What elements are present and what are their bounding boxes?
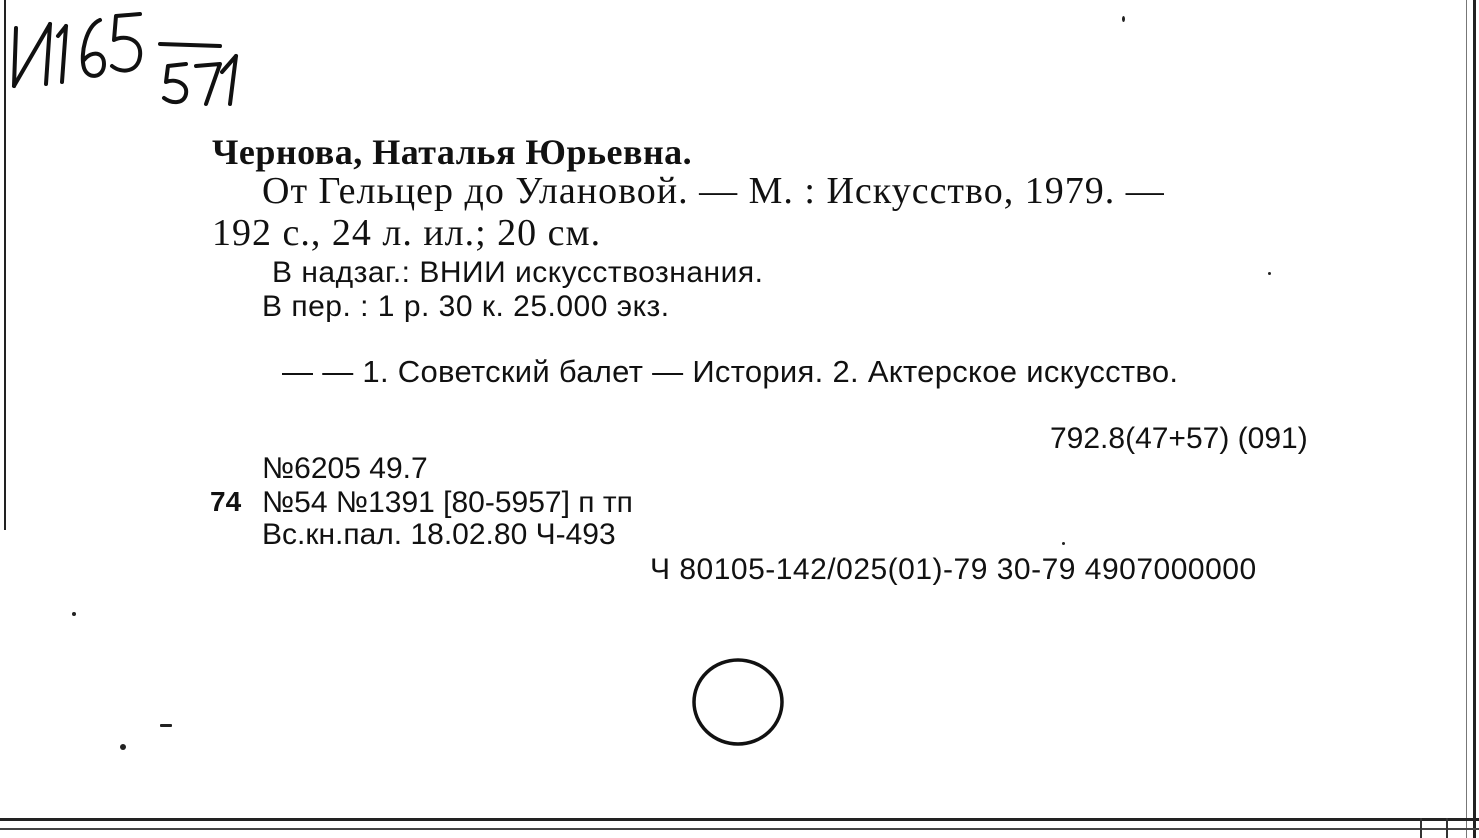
- scan-speck: [72, 612, 76, 616]
- udc-classification: 792.8(47+57) (091): [1050, 422, 1308, 455]
- note-line-2: В пер. : 1 р. 30 к. 25.000 экз.: [262, 290, 670, 323]
- scan-speck: [160, 724, 172, 727]
- bottom-tick: [1446, 818, 1448, 838]
- note-line-1: В надзаг.: ВНИИ искусствознания.: [272, 256, 764, 289]
- bottom-tick: [1420, 818, 1422, 838]
- scan-speck: [1062, 542, 1065, 545]
- card-bottom-edge-lower: [0, 828, 1479, 830]
- title-line-2: 192 с., 24 л. ил.; 20 см.: [212, 212, 602, 254]
- scan-speck: [120, 744, 126, 750]
- title-line-1: От Гельцер до Улановой. — М. : Искусство, 1979. —: [262, 170, 1165, 212]
- record-number-2: №54 №1391 [80-5957] п тп: [262, 486, 633, 519]
- publication-code: Ч 80105-142/025(01)-79 30-79 4907000000: [650, 553, 1257, 586]
- scan-speck: [1268, 272, 1271, 275]
- card-bottom-edge: [0, 818, 1479, 821]
- scan-speck: [1122, 16, 1125, 22]
- card-right-edge: [1473, 0, 1476, 838]
- card-right-edge-inner: [1466, 0, 1467, 838]
- handwritten-shelf-mark: [0, 0, 260, 120]
- record-number-2-prefix: 74: [210, 486, 242, 517]
- author-heading: Чернова, Наталья Юрьевна.: [212, 132, 693, 172]
- subject-headings: — — 1. Советский балет — История. 2. Актерское искусство.: [282, 354, 1179, 389]
- punch-hole: [690, 655, 790, 755]
- record-number-1: №6205 49.7: [262, 452, 428, 485]
- record-number-3: Вс.кн.пал. 18.02.80 Ч-493: [262, 518, 616, 551]
